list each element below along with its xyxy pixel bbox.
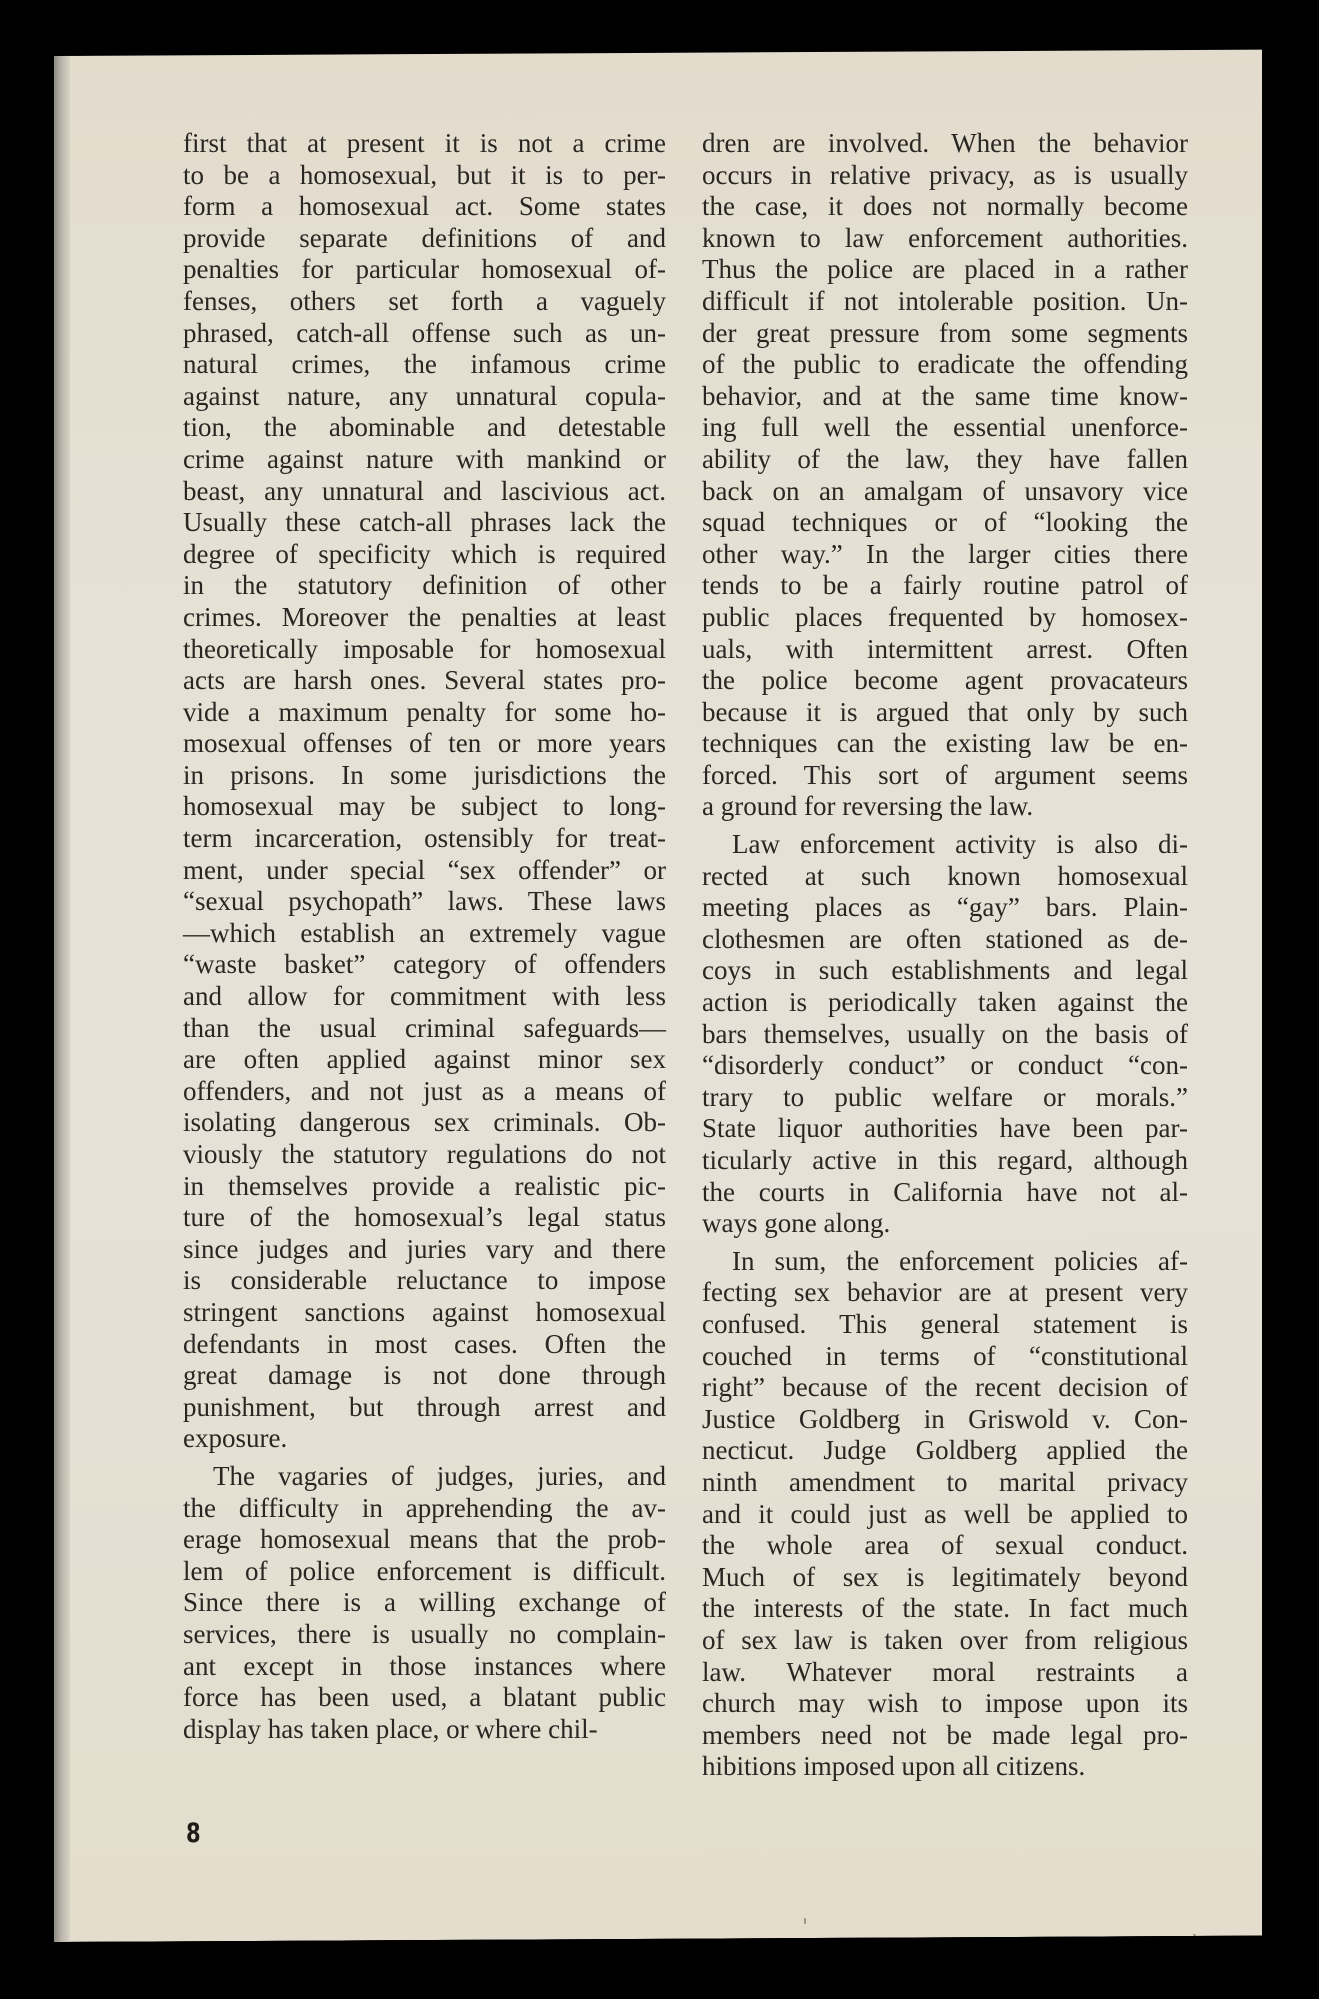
text-line: necticut. Judge Goldberg applied the — [702, 1435, 1188, 1466]
text-line: beast, any unnatural and lascivious act. — [183, 475, 666, 506]
text-line: form a homosexual act. Some states — [183, 191, 666, 222]
text-line: Since there is a willing exchange of — [183, 1587, 666, 1618]
text-line: against nature, any unnatural copula- — [183, 380, 666, 411]
text-line: dren are involved. When the behavior — [702, 128, 1188, 158]
text-line: back on an amalgam of unsavory vice — [702, 475, 1188, 506]
text-line: phrased, catch-all offense such as un- — [183, 317, 666, 348]
text-line: is considerable reluctance to impose — [183, 1265, 666, 1296]
right-text-column — [702, 128, 1188, 1783]
text-line: coys in such establishments and legal — [702, 955, 1188, 986]
text-line: ninth amendment to marital privacy — [702, 1466, 1188, 1497]
text-line: and it could just as well be applied to — [702, 1498, 1188, 1529]
text-line: known to law enforcement authorities. — [702, 222, 1188, 253]
text-line: ability of the law, they have fallen — [702, 443, 1188, 474]
text-line: penalties for particular homosexual of- — [183, 254, 666, 285]
text-line: “sexual psychopath” laws. These laws — [183, 886, 666, 917]
text-line: behavior, and at the same time know- — [702, 380, 1188, 411]
text-line: bars themselves, usually on the basis of — [702, 1018, 1188, 1049]
text-line: first that at present it is not a crime — [183, 128, 666, 158]
text-line: crimes. Moreover the penalties at least — [183, 601, 666, 632]
text-line: right” because of the recent decision of — [702, 1372, 1188, 1403]
text-line: provide separate definitions of and — [183, 222, 666, 253]
text-line: the whole area of sexual conduct. — [702, 1530, 1188, 1561]
text-line: punishment, but through arrest and — [183, 1391, 666, 1422]
text-line: other way.” In the larger cities there — [702, 538, 1188, 569]
text-line: ing full well the essential unenforce- — [702, 412, 1188, 443]
text-line: The vagaries of judges, juries, and — [213, 1460, 666, 1491]
text-line: isolating dangerous sex criminals. Ob- — [183, 1107, 666, 1138]
text-line: in the statutory definition of other — [183, 570, 666, 601]
text-line: display has taken place, or where chil- — [183, 1713, 598, 1744]
text-line: acts are harsh ones. Several states pro- — [183, 665, 666, 696]
text-line: because it is argued that only by such — [702, 696, 1188, 727]
text-line: great damage is not done through — [183, 1360, 666, 1391]
text-line: ticularly active in this regard, although — [702, 1145, 1188, 1175]
text-line: of the public to eradicate the offending — [702, 349, 1188, 380]
text-line: to be a homosexual, but it is to per- — [183, 159, 666, 190]
text-line: fenses, others set forth a vaguely — [183, 285, 666, 316]
text-line: exposure. — [183, 1423, 288, 1454]
text-line: squad techniques or of “looking the — [702, 507, 1188, 538]
text-line: tion, the abominable and detestable — [183, 412, 666, 443]
paragraph — [702, 829, 1188, 1240]
text-line: der great pressure from some segments — [702, 317, 1188, 348]
text-line: “disorderly conduct” or conduct “con- — [702, 1050, 1188, 1081]
text-line: tends to be a fairly routine patrol of — [702, 570, 1188, 601]
text-line: offenders, and not just as a means of — [183, 1075, 666, 1106]
paragraph — [183, 1461, 666, 1745]
text-line: fecting sex behavior are at present very — [702, 1277, 1188, 1308]
text-line: State liquor authorities have been par- — [702, 1113, 1188, 1144]
paragraph — [702, 1246, 1188, 1783]
text-line: defendants in most cases. Often the — [183, 1328, 666, 1359]
text-line: Justice Goldberg in Griswold v. Con- — [702, 1403, 1188, 1434]
text-line: Thus the police are placed in a rather — [702, 254, 1188, 285]
text-line: trary to public welfare or morals.” — [702, 1081, 1188, 1112]
text-line: ways gone along. — [702, 1208, 891, 1239]
text-line: law. Whatever moral restraints a — [702, 1656, 1188, 1687]
text-line: Law enforcement activity is also di- — [732, 829, 1188, 860]
text-line: vide a maximum penalty for some ho- — [183, 696, 666, 727]
text-line: natural crimes, the infamous crime — [183, 349, 666, 380]
text-line: church may wish to impose upon its — [702, 1688, 1188, 1719]
text-line: uals, with intermittent arrest. Often — [702, 633, 1188, 664]
text-line: techniques can the existing law be en- — [702, 728, 1188, 759]
text-line: crime against nature with mankind or — [183, 443, 666, 474]
paper-speck — [804, 1918, 806, 1924]
text-line: a ground for reversing the law. — [702, 791, 1034, 822]
text-line: hibitions imposed upon all citizens. — [702, 1751, 1086, 1782]
text-line: members need not be made legal pro- — [702, 1719, 1188, 1750]
paper-speck — [1193, 1934, 1196, 1936]
text-line: degree of specificity which is required — [183, 538, 666, 569]
text-line: lem of police enforcement is difficult. — [183, 1555, 666, 1586]
text-line: ant except in those instances where — [183, 1650, 666, 1681]
text-line: —which establish an extremely vague — [183, 917, 666, 948]
left-text-column — [183, 128, 666, 1745]
text-line: forced. This sort of argument seems — [702, 759, 1188, 790]
text-line: of sex law is taken over from religious — [702, 1624, 1188, 1655]
page-edge-shadow — [54, 56, 70, 1942]
text-line: rected at such known homosexual — [702, 860, 1188, 891]
paragraph — [702, 128, 1188, 823]
text-line: action is periodically taken against the — [702, 987, 1188, 1018]
text-line: public places frequented by homosex- — [702, 601, 1188, 632]
text-line: meeting places as “gay” bars. Plain- — [702, 892, 1188, 923]
text-line: services, there is usually no complain- — [183, 1618, 666, 1649]
text-line: occurs in relative privacy, as is usually — [702, 159, 1188, 190]
text-line: Usually these catch-all phrases lack the — [183, 507, 666, 538]
text-line: term incarceration, ostensibly for treat- — [183, 823, 666, 854]
text-line: couched in terms of “constitutional — [702, 1340, 1188, 1371]
text-line: ment, under special “sex offender” or — [183, 854, 666, 885]
text-line: ture of the homosexual’s legal status — [183, 1202, 666, 1233]
text-line: “waste basket” category of offenders — [183, 949, 666, 980]
text-line: In sum, the enforcement policies af- — [732, 1245, 1188, 1276]
text-line: theoretically imposable for homosexual — [183, 633, 666, 664]
text-line: stringent sanctions against homosexual — [183, 1296, 666, 1327]
text-line: the interests of the state. In fact much — [702, 1593, 1188, 1624]
text-line: since judges and juries vary and there — [183, 1233, 666, 1264]
text-line: mosexual offenses of ten or more years — [183, 728, 666, 759]
text-line: in prisons. In some jurisdictions the — [183, 759, 666, 790]
text-line: erage homosexual means that the prob- — [183, 1524, 666, 1555]
text-line: force has been used, a blatant public — [183, 1682, 666, 1713]
text-line: the police become agent provacateurs — [702, 665, 1188, 696]
page-number: 8 — [186, 1818, 201, 1849]
text-line: are often applied against minor sex — [183, 1044, 666, 1075]
text-line: in themselves provide a realistic pic- — [183, 1170, 666, 1201]
text-line: viously the statutory regulations do not — [183, 1139, 666, 1169]
text-line: clothesmen are often stationed as de- — [702, 923, 1188, 954]
text-line: difficult if not intolerable position. Un- — [702, 285, 1188, 316]
paragraph — [183, 128, 666, 1455]
text-line: and allow for commitment with less — [183, 981, 666, 1012]
text-line: than the usual criminal safeguards— — [183, 1012, 666, 1043]
text-line: Much of sex is legitimately beyond — [702, 1561, 1188, 1592]
text-line: the case, it does not normally become — [702, 191, 1188, 222]
text-line: the courts in California have not al- — [702, 1176, 1188, 1207]
text-line: homosexual may be subject to long- — [183, 791, 666, 822]
text-line: the difficulty in apprehending the av- — [183, 1492, 666, 1523]
text-line: confused. This general statement is — [702, 1308, 1188, 1339]
